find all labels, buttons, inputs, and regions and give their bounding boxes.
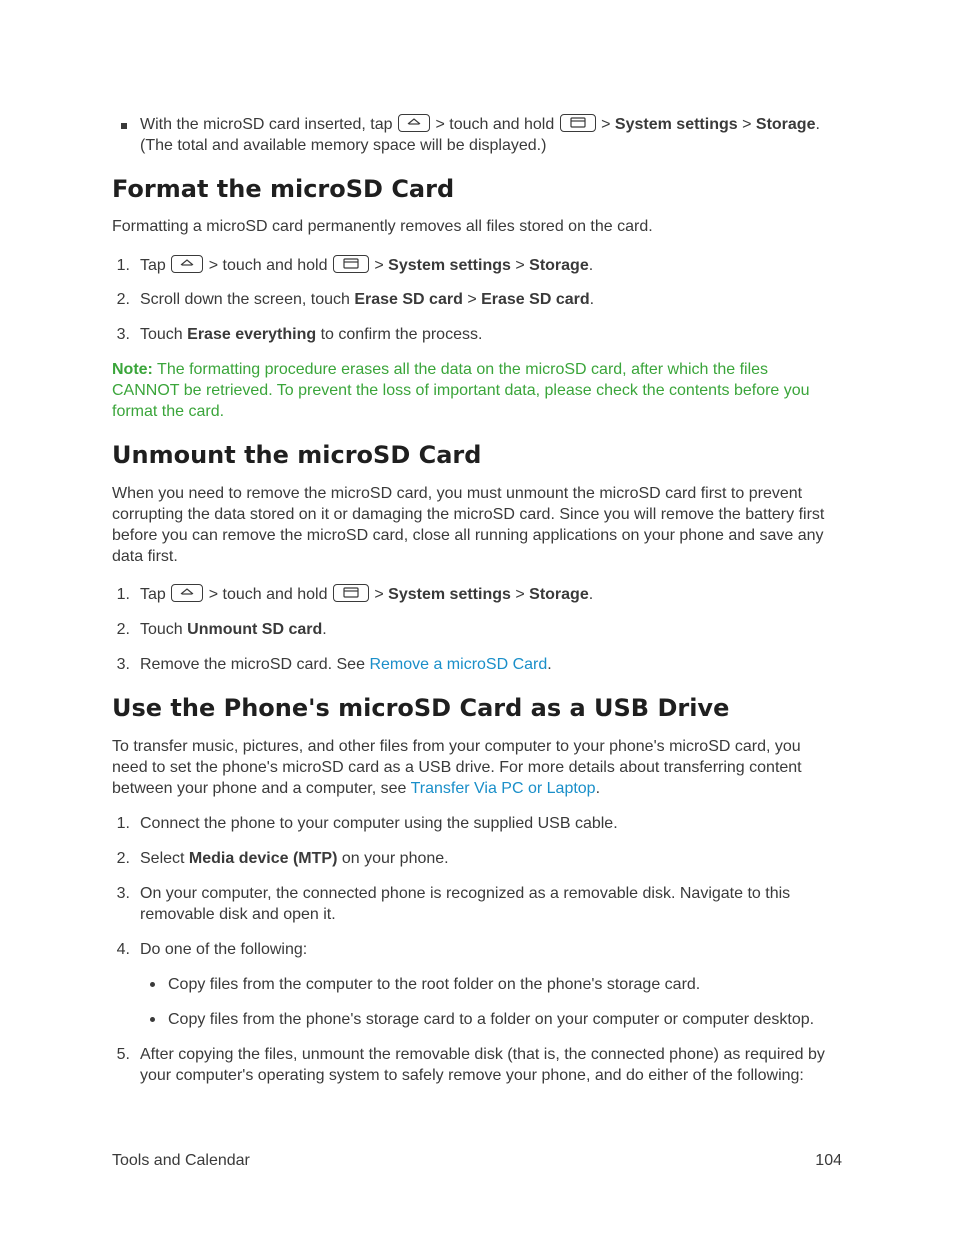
format-note: Note: The formatting procedure erases all the data on the microSD card, after which the files CANNOT be retrieved. To prevent the loss of important data, please check the contents before you format the card. — [112, 361, 810, 420]
bullet-marker — [150, 982, 155, 987]
step-number: 5. — [116, 1046, 130, 1063]
step-number: 3. — [116, 656, 130, 673]
transfer-via-pc-link[interactable]: Transfer Via PC or Laptop — [410, 780, 596, 797]
format-step-3: Touch Erase everything to confirm the process. — [140, 326, 483, 343]
heading-format: Format the microSD Card — [112, 175, 455, 203]
unmount-step-3: Remove the microSD card. See Remove a microSD Card. — [140, 656, 552, 673]
step-number: 3. — [116, 885, 130, 902]
bullet-marker — [121, 123, 127, 129]
usb-description: To transfer music, pictures, and other files from your computer to your phone's microSD card, you need to set the phone's microSD card as a USB drive. For more details about transferring content between your phone and a computer, see Transfer Via PC or Laptop. — [112, 738, 802, 797]
usb-step-2: Select Media device (MTP) on your phone. — [140, 850, 449, 867]
format-description: Formatting a microSD card permanently removes all files stored on the card. — [112, 218, 653, 235]
format-step-2: Scroll down the screen, touch Erase SD card > Erase SD card. — [140, 291, 595, 308]
intro-bullet: With the microSD card inserted, tap > touch and hold > System settings > Storage. (The total and available memory space will be displayed.) — [140, 116, 820, 154]
remove-microsd-link[interactable]: Remove a microSD Card — [369, 656, 548, 673]
usb-step-3: On your computer, the connected phone is recognized as a removable disk. Navigate to this removable disk and open it. — [140, 885, 791, 923]
unmount-step-2: Touch Unmount SD card. — [140, 621, 327, 638]
step-number: 1. — [116, 257, 130, 274]
step-number: 2. — [116, 291, 130, 308]
usb-substep-2: Copy files from the phone's storage card to a folder on your computer or computer desktop. — [168, 1011, 815, 1028]
footer-page-number: 104 — [815, 1152, 842, 1169]
unmount-step-1: Tap > touch and hold > System settings > Storage. — [140, 586, 594, 603]
step-number: 4. — [116, 941, 130, 958]
usb-substep-1: Copy files from the computer to the root folder on the phone's storage card. — [168, 976, 701, 993]
footer-section-title: Tools and Calendar — [112, 1152, 250, 1169]
step-number: 1. — [116, 586, 130, 603]
recent-apps-key-icon — [560, 114, 596, 132]
step-number: 2. — [116, 621, 130, 638]
home-key-icon — [398, 114, 430, 132]
heading-unmount: Unmount the microSD Card — [112, 441, 482, 469]
step-number: 3. — [116, 326, 130, 343]
usb-step-5: After copying the files, unmount the removable disk (that is, the connected phone) as required by your computer's operating system to safely remove your phone, and do either of the following: — [140, 1046, 825, 1084]
home-key-icon — [171, 584, 203, 602]
step-number: 1. — [116, 815, 130, 832]
home-key-icon — [171, 255, 203, 273]
usb-step-1: Connect the phone to your computer using the supplied USB cable. — [140, 815, 618, 832]
usb-step-4: Do one of the following: — [140, 941, 308, 958]
format-step-1: Tap > touch and hold > System settings > Storage. — [140, 257, 594, 274]
step-number: 2. — [116, 850, 130, 867]
heading-usb-drive: Use the Phone's microSD Card as a USB Drive — [112, 694, 730, 722]
unmount-description: When you need to remove the microSD card, you must unmount the microSD card first to prevent corrupting the data stored on it or damaging the microSD card. Since you will remove the battery first before you can remove the microSD card, close all running applications on your phone and save any data first. — [112, 485, 825, 565]
recent-apps-key-icon — [333, 255, 369, 273]
bullet-marker — [150, 1017, 155, 1022]
recent-apps-key-icon — [333, 584, 369, 602]
